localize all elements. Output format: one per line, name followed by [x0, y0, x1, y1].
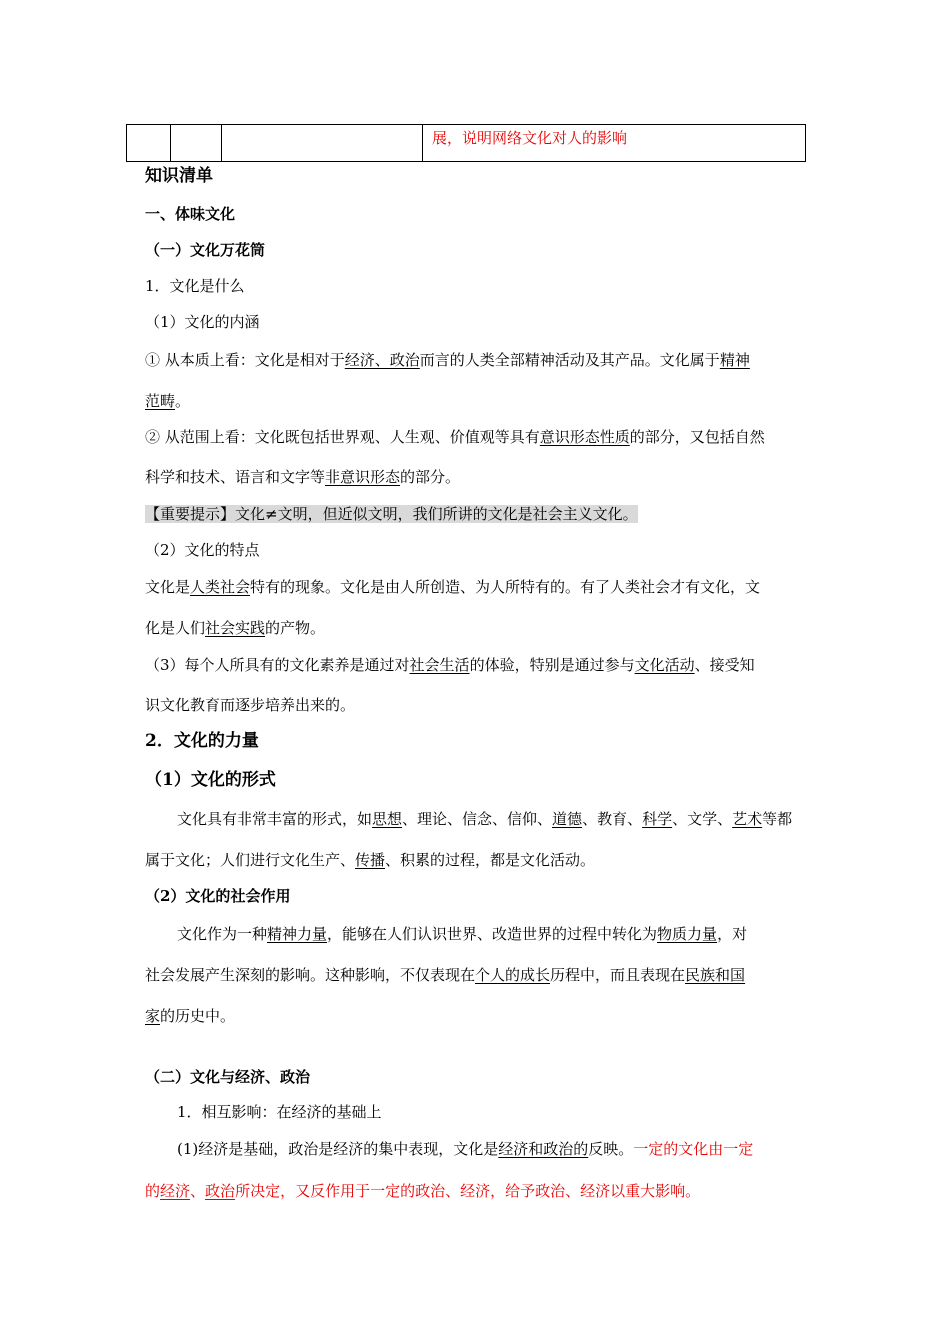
text-run: 文化具有非常丰富的形式，如	[177, 810, 373, 828]
text-run: 。	[175, 392, 191, 410]
text-run: 、积累的过程，都是文化活动。	[385, 851, 596, 869]
underlined-term: 科学	[642, 810, 673, 828]
text-run: ，能够在人们认识世界、改造世界的过程中转化为	[327, 925, 658, 943]
paragraph-line	[145, 576, 760, 598]
underlined-term: 非意识形态	[325, 468, 401, 486]
underlined-term: 道德	[552, 810, 583, 828]
text-run: 、文学、	[672, 810, 733, 828]
item-subtitle: （2）文化的特点	[145, 541, 260, 559]
text-run: ，对	[717, 925, 748, 943]
paragraph-line	[177, 923, 747, 945]
item-title: 1．相互影响：在经济的基础上	[177, 1103, 382, 1121]
paragraph-line	[145, 617, 325, 639]
table-cell	[171, 125, 222, 162]
underlined-term: 社会生活	[409, 656, 470, 674]
heading-knowledge-list: 知识清单	[145, 166, 213, 186]
item-subtitle: （1）文化的形式	[145, 770, 276, 790]
text-run: 的部分，又包括自然	[629, 428, 765, 446]
paragraph-line	[145, 426, 765, 448]
text-run: （3）每个人所具有的文化素养是通过对	[145, 656, 410, 674]
item-subtitle: （2）文化的社会作用	[145, 887, 291, 905]
item-subtitle: （1）文化的内涵	[145, 313, 260, 331]
text-run: ① 从本质上看：文化是相对于	[145, 351, 345, 369]
text-run: 特有的现象。文化是由人所创造、为人所特有的。有了人类社会才有文化，文	[250, 578, 761, 596]
text-run: 化是人们	[145, 619, 206, 637]
underlined-term: 经济	[160, 1182, 191, 1200]
underlined-term: 文化活动	[634, 656, 695, 674]
table-cell-text: 展，说明网络文化对人的影响	[432, 129, 628, 147]
text-run: ② 从范围上看：文化既包括世界观、人生观、价值观等具有	[145, 428, 540, 446]
paragraph-line	[177, 1138, 753, 1160]
item-title: 2．文化的力量	[145, 731, 259, 751]
table-cell	[127, 125, 171, 162]
underlined-term: 范畴	[145, 392, 176, 410]
underlined-term: 传播	[355, 851, 386, 869]
paragraph-line	[145, 1180, 700, 1202]
text-run: 的历史中。	[160, 1007, 236, 1025]
tip-text: 【重要提示】文化≠文明，但近似文明，我们所讲的文化是社会主义文化。	[145, 505, 638, 523]
underlined-term: 个人的成长	[475, 966, 551, 984]
text-run: 的部分。	[400, 468, 461, 486]
highlight-text: 一定的文化由一定	[633, 1140, 754, 1158]
text-run: 、理论、信念、信仰、	[402, 810, 553, 828]
underlined-term: 思想	[372, 810, 403, 828]
top-table	[126, 124, 806, 162]
paragraph-line	[145, 964, 745, 986]
underlined-term: 经济和政治的	[498, 1140, 589, 1158]
text-run: (1)经济是基础，政治是经济的集中表现，文化是	[177, 1140, 499, 1158]
text-run: 科学和技术、语言和文字等	[145, 468, 326, 486]
table-cell	[222, 125, 423, 162]
text-run: 属于文化；人们进行文化生产、	[145, 851, 356, 869]
item-title: 1．文化是什么	[145, 277, 245, 295]
tip-note	[145, 503, 638, 525]
text-run: 文化作为一种	[177, 925, 268, 943]
table-cell	[423, 125, 806, 162]
underlined-term: 物质力量	[657, 925, 718, 943]
text-run: 的产物。	[265, 619, 326, 637]
underlined-term: 意识形态性质	[539, 428, 630, 446]
underlined-term: 精神	[719, 351, 750, 369]
paragraph-line	[177, 808, 792, 830]
underlined-term: 精神力量	[267, 925, 328, 943]
text-run: 等都	[762, 810, 793, 828]
paragraph-line	[145, 1005, 235, 1027]
underlined-term: 社会实践	[205, 619, 266, 637]
paragraph-line	[145, 390, 190, 412]
highlight-text: 、	[190, 1182, 206, 1200]
underlined-term: 民族和国	[685, 966, 746, 984]
text-run: 、教育、	[582, 810, 643, 828]
underlined-term: 政治	[205, 1182, 236, 1200]
highlight-text: 所决定，又反作用于一定的政治、经济，给予政治、经济以重大影响。	[235, 1182, 701, 1200]
paragraph-line	[145, 654, 755, 676]
paragraph-line	[145, 349, 750, 371]
section-title: 一、体味文化	[145, 205, 236, 223]
subsection-title: （二）文化与经济、政治	[145, 1068, 311, 1086]
underlined-term: 家	[145, 1007, 161, 1025]
text-run: 反映。	[588, 1140, 634, 1158]
underlined-term: 人类社会	[190, 578, 251, 596]
text-run: 而言的人类全部精神活动及其产品。文化属于	[419, 351, 720, 369]
paragraph-line	[145, 466, 460, 488]
table-row	[127, 125, 806, 162]
text-run: 历程中，而且表现在	[550, 966, 686, 984]
text-run: 的体验，特别是通过参与	[469, 656, 635, 674]
underlined-term: 经济、政治	[344, 351, 420, 369]
text-run: 、接受知	[694, 656, 755, 674]
underlined-term: 艺术	[732, 810, 763, 828]
text-run: 文化是	[145, 578, 191, 596]
highlight-text: 的	[145, 1182, 161, 1200]
paragraph-line: 识文化教育而逐步培养出来的。	[145, 696, 356, 714]
text-run: 社会发展产生深刻的影响。这种影响，不仅表现在	[145, 966, 476, 984]
paragraph-line	[145, 849, 595, 871]
subsection-title: （一）文化万花筒	[145, 241, 266, 259]
